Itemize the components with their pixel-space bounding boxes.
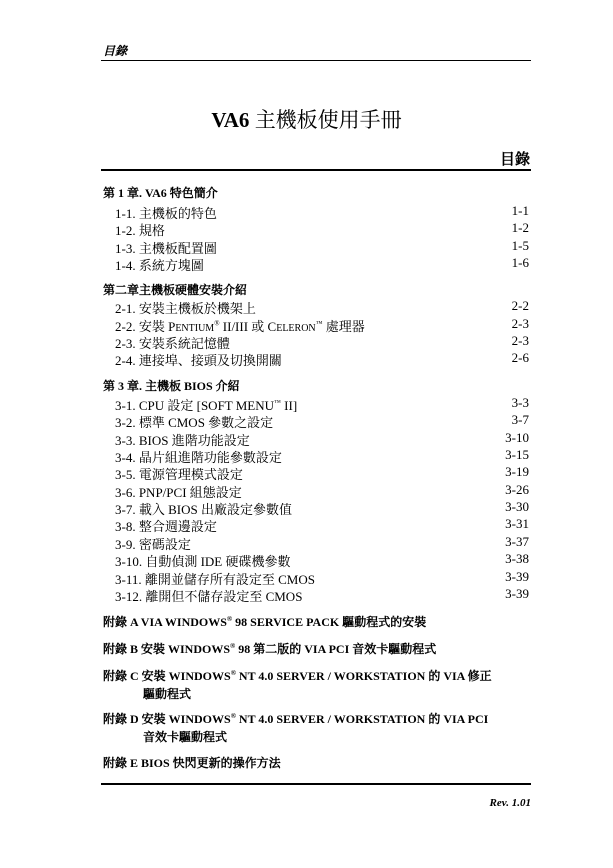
appendix-d-continuation: 音效卡驅動程式 bbox=[143, 730, 228, 744]
toc-entry[interactable]: 1-4. 系統方塊圖 1-6 bbox=[115, 255, 529, 273]
appendix-c[interactable]: 附錄 C 安裝 WINDOWS® NT 4.0 SERVER / WORKSTATION 的 VIA 修正 驅動程式 bbox=[103, 669, 492, 701]
toc-entry[interactable]: 1-3. 主機板配置圖 1-5 bbox=[115, 238, 529, 256]
toc-entry[interactable]: 3-4. 晶片組進階功能參數設定 3-15 bbox=[115, 447, 529, 465]
toc-entry[interactable]: 2-3. 安裝系統記憶體 2-3 bbox=[115, 333, 529, 351]
chapter-title: 第 1 章. VA6 特色簡介 bbox=[103, 186, 218, 200]
toc-heading: 目錄 bbox=[499, 152, 530, 168]
footer-rule bbox=[101, 783, 531, 785]
revision-label: Rev. 1.01 bbox=[489, 797, 531, 809]
appendix-e[interactable]: 附錄 E BIOS 快閃更新的操作方法 bbox=[103, 756, 281, 770]
toc-entry[interactable]: 3-12. 離開但不儲存設定至 CMOS 3-39 bbox=[115, 586, 529, 604]
toc-entry[interactable]: 3-1. CPU 設定 [SOFT MENU™ II] 3-3 bbox=[115, 395, 529, 413]
toc-entry[interactable]: 2-4. 連接埠、接頭及切換開關 2-6 bbox=[115, 350, 529, 368]
toc-entry[interactable]: 2-1. 安裝主機板於機架上 2-2 bbox=[115, 298, 529, 316]
appendix-a[interactable]: 附錄 A VIA WINDOWS® 98 SERVICE PACK 驅動程式的安裝 bbox=[103, 615, 427, 629]
toc-entry[interactable]: 3-10. 自動偵測 IDE 硬碟機參數 3-38 bbox=[115, 551, 529, 569]
toc-entry[interactable]: 3-7. 載入 BIOS 出廠設定參數值 3-30 bbox=[115, 499, 529, 517]
toc-entry[interactable]: 3-5. 電源管理模式設定 3-19 bbox=[115, 464, 529, 482]
document-title: VA6 主機板使用手冊 bbox=[211, 108, 402, 132]
toc-entry[interactable]: 3-9. 密碼設定 3-37 bbox=[115, 534, 529, 552]
chapter-title: 第二章主機板硬體安裝介紹 bbox=[103, 283, 248, 297]
appendix-d[interactable]: 附錄 D 安裝 WINDOWS® NT 4.0 SERVER / WORKSTATION 的 VIA PCI 音效卡驅動程式 bbox=[103, 712, 489, 744]
toc-entry[interactable]: 3-2. 標準 CMOS 參數之設定 3-7 bbox=[115, 412, 529, 430]
toc-entry[interactable]: 3-11. 離開並儲存所有設定至 CMOS 3-39 bbox=[115, 569, 529, 587]
appendix-c-continuation: 驅動程式 bbox=[143, 687, 192, 701]
toc-entry[interactable]: 1-1. 主機板的特色 1-1 bbox=[115, 203, 529, 221]
appendix-b[interactable]: 附錄 B 安裝 WINDOWS® 98 第二版的 VIA PCI 音效卡驅動程式 bbox=[103, 642, 437, 656]
toc-entry[interactable]: 3-6. PNP/PCI 組態設定 3-26 bbox=[115, 482, 529, 500]
toc-entry[interactable]: 3-3. BIOS 進階功能設定 3-10 bbox=[115, 430, 529, 448]
toc-entry[interactable]: 1-2. 規格 1-2 bbox=[115, 220, 529, 238]
toc-rule bbox=[101, 169, 531, 171]
toc-entry[interactable]: 2-2. 安裝 PENTIUM® II/III 或 CELERON™ 處理器 2-3 bbox=[115, 316, 529, 334]
chapter-title: 第 3 章. 主機板 BIOS 介紹 bbox=[103, 379, 240, 393]
running-header: 目錄 bbox=[103, 44, 128, 58]
header-rule bbox=[101, 60, 531, 61]
toc-entry[interactable]: 3-8. 整合週邊設定 3-31 bbox=[115, 516, 529, 534]
